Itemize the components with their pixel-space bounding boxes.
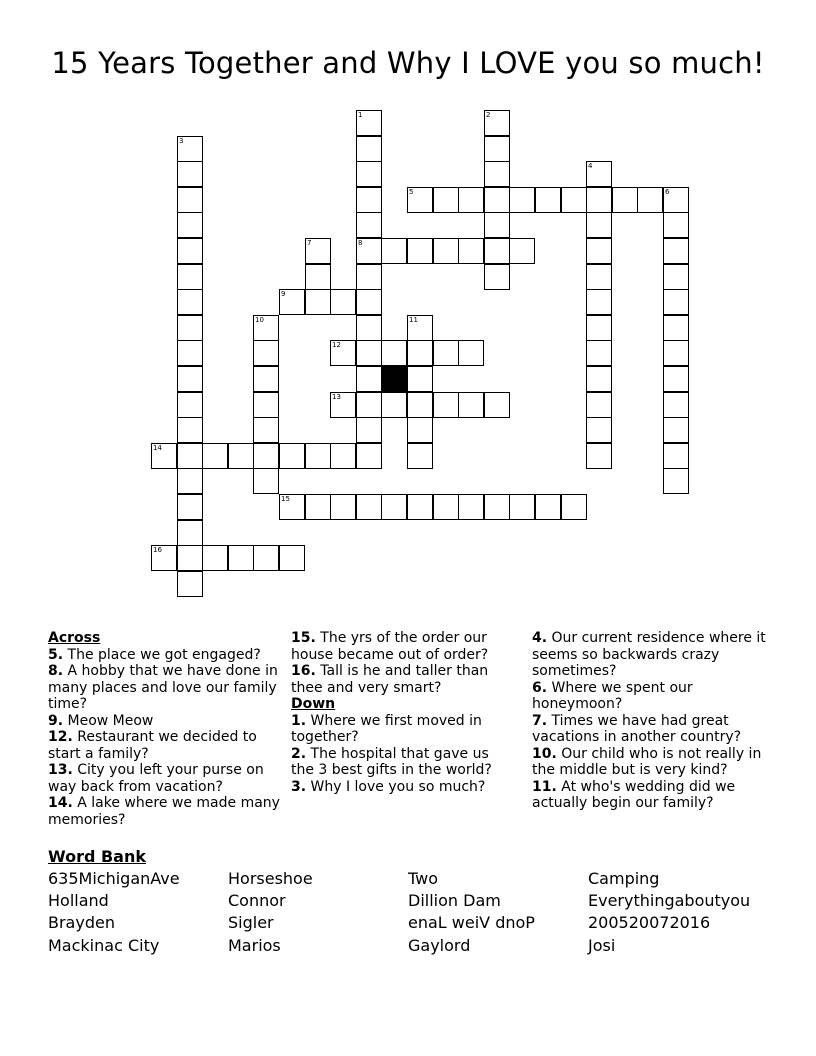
- grid-cell[interactable]: [253, 545, 279, 571]
- grid-cell[interactable]: [586, 289, 612, 315]
- grid-cell[interactable]: [356, 494, 382, 520]
- clue-down-1: [291, 713, 513, 746]
- grid-cell[interactable]: [305, 443, 331, 469]
- word-bank-item: Horseshoe: [228, 869, 313, 888]
- grid-cell[interactable]: [305, 289, 331, 315]
- grid-cell[interactable]: [509, 238, 535, 264]
- clue-number: 16.: [291, 663, 316, 679]
- grid-cell[interactable]: [586, 264, 612, 290]
- clue-text: Times we have had great vacations in another country?: [532, 712, 742, 745]
- grid-cell[interactable]: [381, 494, 407, 520]
- grid-cell[interactable]: [663, 212, 689, 238]
- grid-cell[interactable]: [484, 136, 510, 162]
- grid-cell[interactable]: [407, 366, 433, 392]
- grid-cell[interactable]: [177, 315, 203, 341]
- grid-cell[interactable]: [330, 443, 356, 469]
- clue-number-6: 6: [665, 188, 670, 196]
- clue-number-3: 3: [179, 137, 184, 145]
- clue-number-10: 10: [255, 316, 264, 324]
- grid-cell[interactable]: [484, 238, 510, 264]
- grid-cell[interactable]: [356, 443, 382, 469]
- clue-text: Restaurant we decided to start a family?: [48, 729, 257, 762]
- grid-cell[interactable]: [663, 443, 689, 469]
- clue-text: The place we got engaged?: [67, 646, 261, 663]
- grid-cell[interactable]: [177, 264, 203, 290]
- grid-cell[interactable]: [356, 212, 382, 238]
- grid-cell[interactable]: [202, 443, 228, 469]
- clue-number: 12.: [48, 729, 73, 745]
- grid-cell[interactable]: [484, 392, 510, 418]
- clue-number-14: 14: [153, 444, 162, 452]
- grid-cell[interactable]: [202, 545, 228, 571]
- clue-across-9: [48, 713, 280, 730]
- clue-number: 1.: [291, 712, 307, 729]
- word-bank-item: Josi: [588, 936, 616, 955]
- grid-cell[interactable]: [356, 161, 382, 187]
- grid-cell[interactable]: [177, 494, 203, 520]
- word-bank-item: 635MichiganAve: [48, 869, 180, 888]
- grid-cell[interactable]: [177, 340, 203, 366]
- clue-text: City you left your purse on way back from vacation?: [48, 762, 264, 795]
- grid-cell[interactable]: [458, 494, 484, 520]
- clue-text: At who's wedding did we actually begin our family?: [532, 778, 736, 811]
- grid-cell[interactable]: [177, 238, 203, 264]
- grid-cell[interactable]: [356, 264, 382, 290]
- grid-cell[interactable]: [279, 545, 305, 571]
- grid-cell[interactable]: [433, 494, 459, 520]
- grid-cell[interactable]: [253, 468, 279, 494]
- clue-number-16: 16: [153, 546, 162, 554]
- grid-cell[interactable]: [484, 264, 510, 290]
- clue-text: Our child who is not really in the middle but is very kind?: [532, 745, 762, 778]
- grid-cell[interactable]: [253, 392, 279, 418]
- grid-cell[interactable]: [177, 468, 203, 494]
- grid-cell[interactable]: [305, 494, 331, 520]
- grid-cell[interactable]: [356, 187, 382, 213]
- clue-across-13: [48, 762, 280, 795]
- clue-number-7: 7: [307, 239, 312, 247]
- grid-cell[interactable]: [356, 136, 382, 162]
- clue-across-16: [291, 663, 513, 696]
- grid-cell[interactable]: [433, 238, 459, 264]
- grid-cell[interactable]: [586, 187, 612, 213]
- grid-cell[interactable]: [356, 366, 382, 392]
- clue-down-10: [532, 746, 768, 779]
- clue-number-12: 12: [332, 341, 341, 349]
- clue-number-4: 4: [588, 162, 593, 170]
- clue-text: The yrs of the order our house became out of order?: [291, 630, 489, 663]
- grid-cell[interactable]: [381, 340, 407, 366]
- clue-text: Where we first moved in together?: [291, 712, 482, 745]
- clue-text: A lake where we made many memories?: [48, 795, 280, 828]
- clue-number-9: 9: [281, 290, 286, 298]
- grid-cell[interactable]: [458, 187, 484, 213]
- grid-cell[interactable]: [586, 392, 612, 418]
- grid-cell[interactable]: [177, 161, 203, 187]
- clue-text: The hospital that gave us the 3 best gifts in the world?: [291, 745, 492, 778]
- clue-number: 13.: [48, 762, 73, 778]
- word-bank-item: Two: [408, 869, 438, 888]
- grid-cell[interactable]: [586, 212, 612, 238]
- grid-cell[interactable]: [177, 289, 203, 315]
- grid-cell[interactable]: [356, 315, 382, 341]
- grid-cell[interactable]: [586, 340, 612, 366]
- clue-number: 5.: [48, 646, 64, 663]
- grid-cell[interactable]: [663, 264, 689, 290]
- clue-number: 14.: [48, 795, 73, 811]
- grid-cell[interactable]: [612, 187, 638, 213]
- grid-cell[interactable]: [663, 315, 689, 341]
- grid-cell[interactable]: [177, 520, 203, 546]
- grid-cell[interactable]: [586, 366, 612, 392]
- grid-cell[interactable]: [535, 494, 561, 520]
- grid-cell[interactable]: [561, 187, 587, 213]
- grid-cell[interactable]: [586, 315, 612, 341]
- clue-number: 2.: [291, 745, 307, 762]
- grid-cell[interactable]: [484, 161, 510, 187]
- grid-cell[interactable]: [535, 187, 561, 213]
- grid-cell[interactable]: [279, 443, 305, 469]
- word-bank-item: Sigler: [228, 913, 274, 932]
- grid-cell[interactable]: [381, 238, 407, 264]
- grid-cell[interactable]: [356, 340, 382, 366]
- down-heading: Down: [291, 696, 336, 712]
- word-bank-item: Gaylord: [408, 936, 471, 955]
- grid-cell[interactable]: [381, 392, 407, 418]
- grid-cell[interactable]: [663, 468, 689, 494]
- grid-cell[interactable]: [561, 494, 587, 520]
- clue-down-3: [291, 779, 513, 796]
- grid-cell[interactable]: [177, 443, 203, 469]
- grid-cell[interactable]: [253, 340, 279, 366]
- clue-number-13: 13: [332, 393, 341, 401]
- grid-cell[interactable]: [407, 238, 433, 264]
- grid-cell[interactable]: [484, 212, 510, 238]
- clue-across-14: [48, 795, 280, 828]
- grid-cell[interactable]: [177, 417, 203, 443]
- grid-cell[interactable]: [458, 392, 484, 418]
- clue-number: 11.: [532, 778, 557, 795]
- clue-across-12: [48, 729, 280, 762]
- clue-text: Why I love you so much?: [310, 778, 486, 795]
- clue-number: 9.: [48, 712, 64, 729]
- grid-cell[interactable]: [407, 392, 433, 418]
- grid-cell[interactable]: [433, 187, 459, 213]
- grid-cell[interactable]: [663, 340, 689, 366]
- clue-down-7: [532, 713, 768, 746]
- clue-text: A hobby that we have done in many places and love our family time?: [48, 663, 278, 712]
- grid-cell[interactable]: [407, 340, 433, 366]
- clue-across-5: [48, 647, 280, 664]
- grid-cell[interactable]: [177, 545, 203, 571]
- word-bank-item: 200520072016: [588, 913, 711, 932]
- grid-cell[interactable]: [330, 289, 356, 315]
- grid-cell[interactable]: [484, 494, 510, 520]
- grid-cell[interactable]: [228, 443, 254, 469]
- grid-cell[interactable]: [458, 238, 484, 264]
- clue-text: Where we spent our honeymoon?: [532, 679, 693, 712]
- word-bank-item: Holland: [48, 891, 109, 910]
- clue-down-2: [291, 746, 513, 779]
- grid-cell[interactable]: [305, 264, 331, 290]
- grid-cell[interactable]: [407, 417, 433, 443]
- clue-number-15: 15: [281, 495, 290, 503]
- word-bank-item: Everythingaboutyou: [588, 891, 751, 910]
- word-bank-item: Camping: [588, 869, 660, 888]
- grid-cell[interactable]: [663, 289, 689, 315]
- clue-text: Our current residence where it seems so backwards crazy sometimes?: [532, 630, 766, 679]
- grid-cell[interactable]: [177, 187, 203, 213]
- word-bank-item: Marios: [228, 936, 281, 955]
- word-bank-item: enaL weiV dnoP: [408, 913, 535, 932]
- grid-cell[interactable]: [586, 238, 612, 264]
- clue-across-8: [48, 663, 280, 713]
- grid-cell[interactable]: [433, 392, 459, 418]
- grid-cell-blocked: [381, 366, 407, 392]
- grid-cell[interactable]: [228, 545, 254, 571]
- clue-number: 4.: [532, 630, 548, 646]
- grid-cell[interactable]: [253, 443, 279, 469]
- grid-cell[interactable]: [663, 392, 689, 418]
- grid-cell[interactable]: [177, 212, 203, 238]
- grid-cell[interactable]: [356, 289, 382, 315]
- word-bank-heading: Word Bank: [48, 847, 147, 866]
- grid-cell[interactable]: [509, 187, 535, 213]
- grid-cell[interactable]: [177, 392, 203, 418]
- clue-down-6: [532, 680, 768, 713]
- clues-column-3: [532, 630, 768, 812]
- grid-cell[interactable]: [177, 366, 203, 392]
- clue-down-4: [532, 630, 768, 680]
- puzzle-title: 15 Years Together and Why I LOVE you so much!: [51, 46, 765, 80]
- clue-number: 15.: [291, 630, 316, 646]
- grid-cell[interactable]: [586, 417, 612, 443]
- word-bank-item: Mackinac City: [48, 936, 160, 955]
- grid-cell[interactable]: [356, 417, 382, 443]
- grid-cell[interactable]: [586, 443, 612, 469]
- clue-number: 6.: [532, 679, 548, 696]
- clue-number: 10.: [532, 745, 557, 762]
- clue-number-11: 11: [409, 316, 418, 324]
- grid-cell[interactable]: [253, 366, 279, 392]
- grid-cell[interactable]: [433, 340, 459, 366]
- grid-cell[interactable]: [509, 494, 535, 520]
- grid-cell[interactable]: [177, 571, 203, 597]
- word-bank-item: Connor: [228, 891, 286, 910]
- grid-cell[interactable]: [407, 443, 433, 469]
- grid-cell[interactable]: [663, 238, 689, 264]
- clue-text: Tall is he and taller than thee and very smart?: [291, 663, 489, 696]
- clues-column-2: [291, 630, 513, 795]
- clue-number: 8.: [48, 663, 64, 679]
- grid-cell[interactable]: [407, 494, 433, 520]
- clues-column-1: [48, 630, 280, 828]
- clue-across-15: [291, 630, 513, 663]
- grid-cell[interactable]: [330, 494, 356, 520]
- grid-cell[interactable]: [356, 392, 382, 418]
- grid-cell[interactable]: [458, 340, 484, 366]
- clue-number: 3.: [291, 778, 307, 795]
- clue-text: Meow Meow: [67, 712, 154, 729]
- grid-cell[interactable]: [663, 417, 689, 443]
- grid-cell[interactable]: [253, 417, 279, 443]
- grid-cell[interactable]: [484, 187, 510, 213]
- clue-number-2: 2: [486, 111, 491, 119]
- word-bank-item: Brayden: [48, 913, 115, 932]
- grid-cell[interactable]: [637, 187, 663, 213]
- word-bank-item: Dillion Dam: [408, 891, 501, 910]
- across-heading: Across: [48, 630, 101, 646]
- clue-down-11: [532, 779, 768, 812]
- clue-number-8: 8: [358, 239, 363, 247]
- clue-number-1: 1: [358, 111, 363, 119]
- grid-cell[interactable]: [663, 366, 689, 392]
- clue-number: 7.: [532, 712, 548, 729]
- clue-number-5: 5: [409, 188, 414, 196]
